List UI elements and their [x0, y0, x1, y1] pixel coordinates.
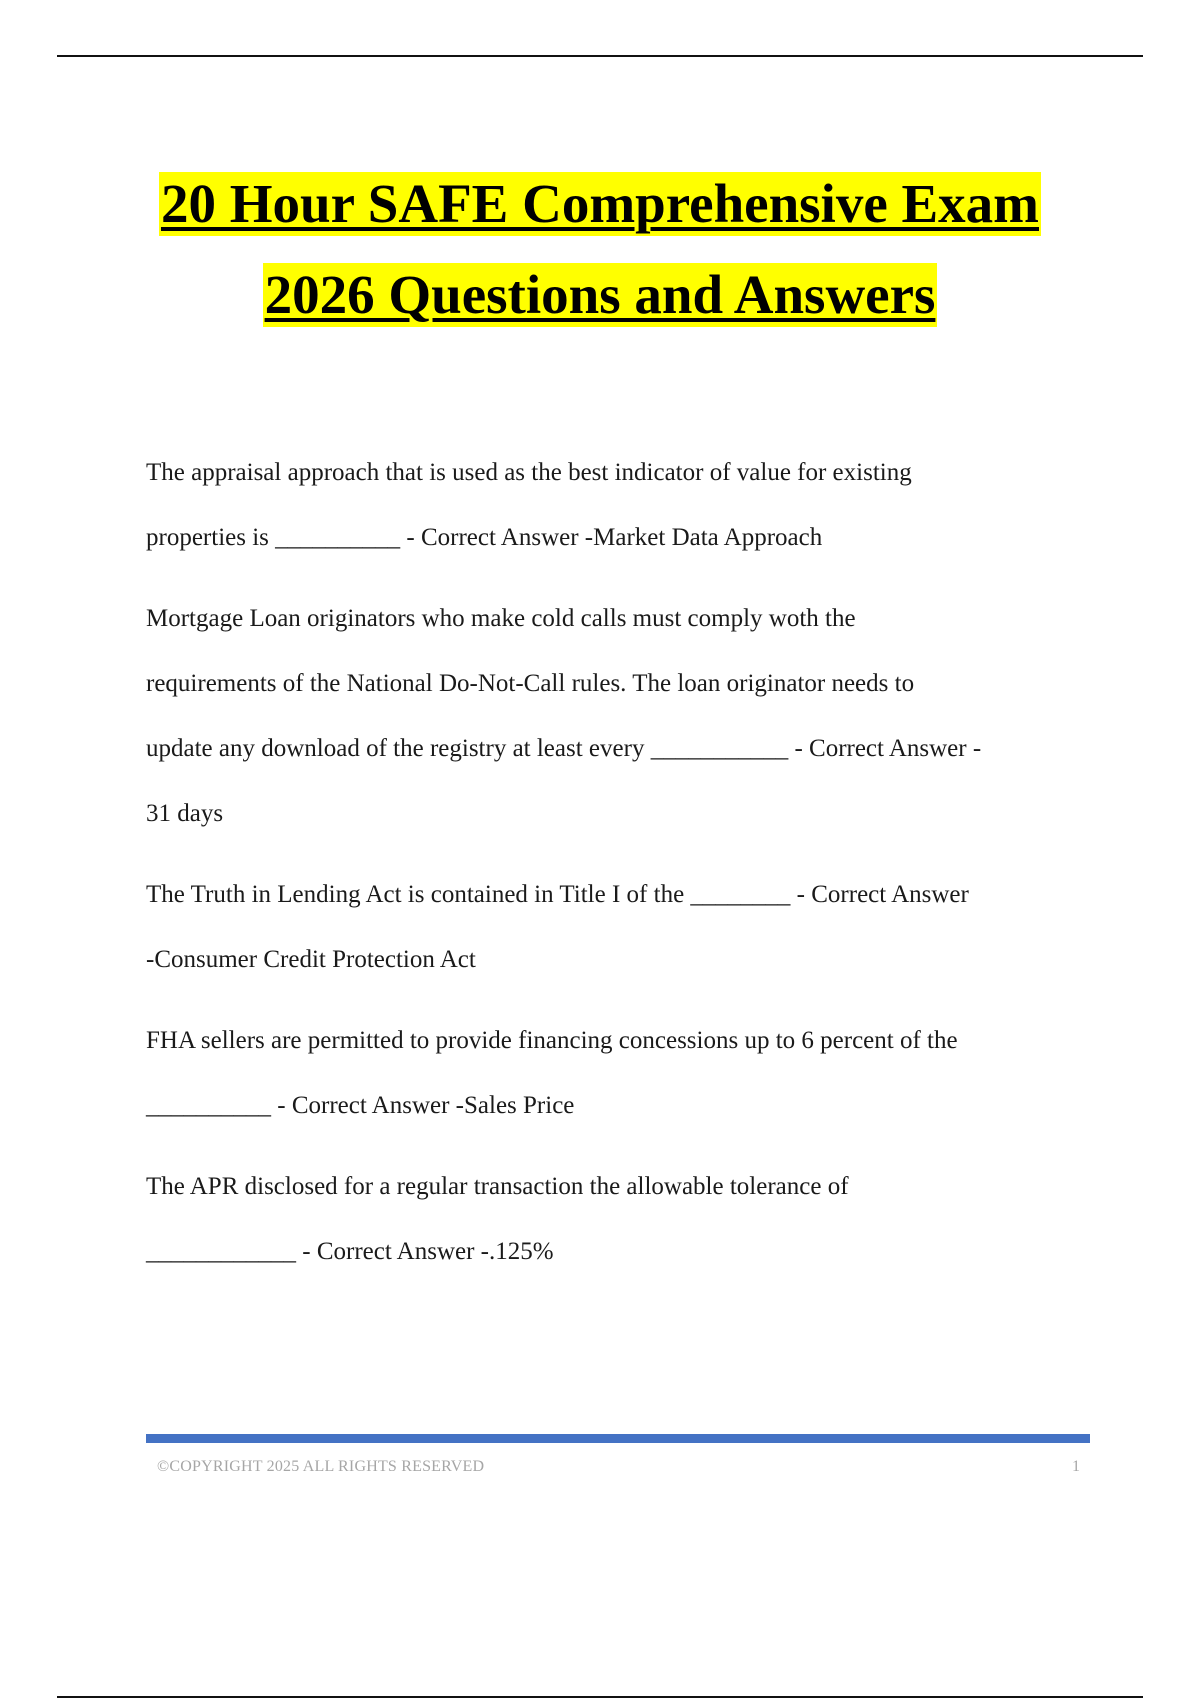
bottom-rule: [57, 1696, 1143, 1698]
qa-item-1-line-1: The appraisal approach that is used as the best indicator of value for existing: [146, 459, 912, 486]
qa-item-1-line-2: properties is __________ - Correct Answer -Market Data Approach: [146, 524, 823, 551]
qa-item-4: [146, 1008, 1090, 1138]
footer-bar: [146, 1434, 1090, 1443]
qa-item-3-line-1: The Truth in Lending Act is contained in Title I of the ________ - Correct Answer: [146, 881, 969, 908]
title-line-1: 20 Hour SAFE Comprehensive Exam: [160, 173, 1039, 234]
title-line-2: 2026 Questions and Answers: [264, 264, 936, 325]
qa-item-3: [146, 862, 1090, 992]
qa-item-3-line-2: -Consumer Credit Protection Act: [146, 946, 476, 973]
top-rule: [57, 55, 1143, 57]
qa-item-5-line-1: The APR disclosed for a regular transaction the allowable tolerance of: [146, 1173, 849, 1200]
footer-copyright: ©COPYRIGHT 2025 ALL RIGHTS RESERVED: [157, 1458, 485, 1475]
qa-item-2-line-4: 31 days: [146, 800, 224, 827]
qa-item-4-line-2: __________ - Correct Answer -Sales Price: [146, 1092, 575, 1119]
qa-item-1: [146, 440, 1090, 570]
qa-item-2-line-2: requirements of the National Do-Not-Call rules. The loan originator needs to: [146, 670, 915, 697]
qa-item-2: [146, 586, 1090, 846]
qa-item-5-line-2: ____________ - Correct Answer -.125%: [146, 1238, 554, 1265]
qa-item-5: [146, 1154, 1090, 1284]
qa-item-4-line-1: FHA sellers are permitted to provide financing concessions up to 6 percent of the: [146, 1027, 958, 1054]
qa-item-2-line-1: Mortgage Loan originators who make cold calls must comply woth the: [146, 605, 856, 632]
qa-list: [146, 440, 1090, 1300]
document-title: [0, 172, 1200, 327]
page-number: 1: [1072, 1458, 1080, 1475]
qa-item-2-line-3: update any download of the registry at least every ___________ - Correct Answer -: [146, 735, 982, 762]
